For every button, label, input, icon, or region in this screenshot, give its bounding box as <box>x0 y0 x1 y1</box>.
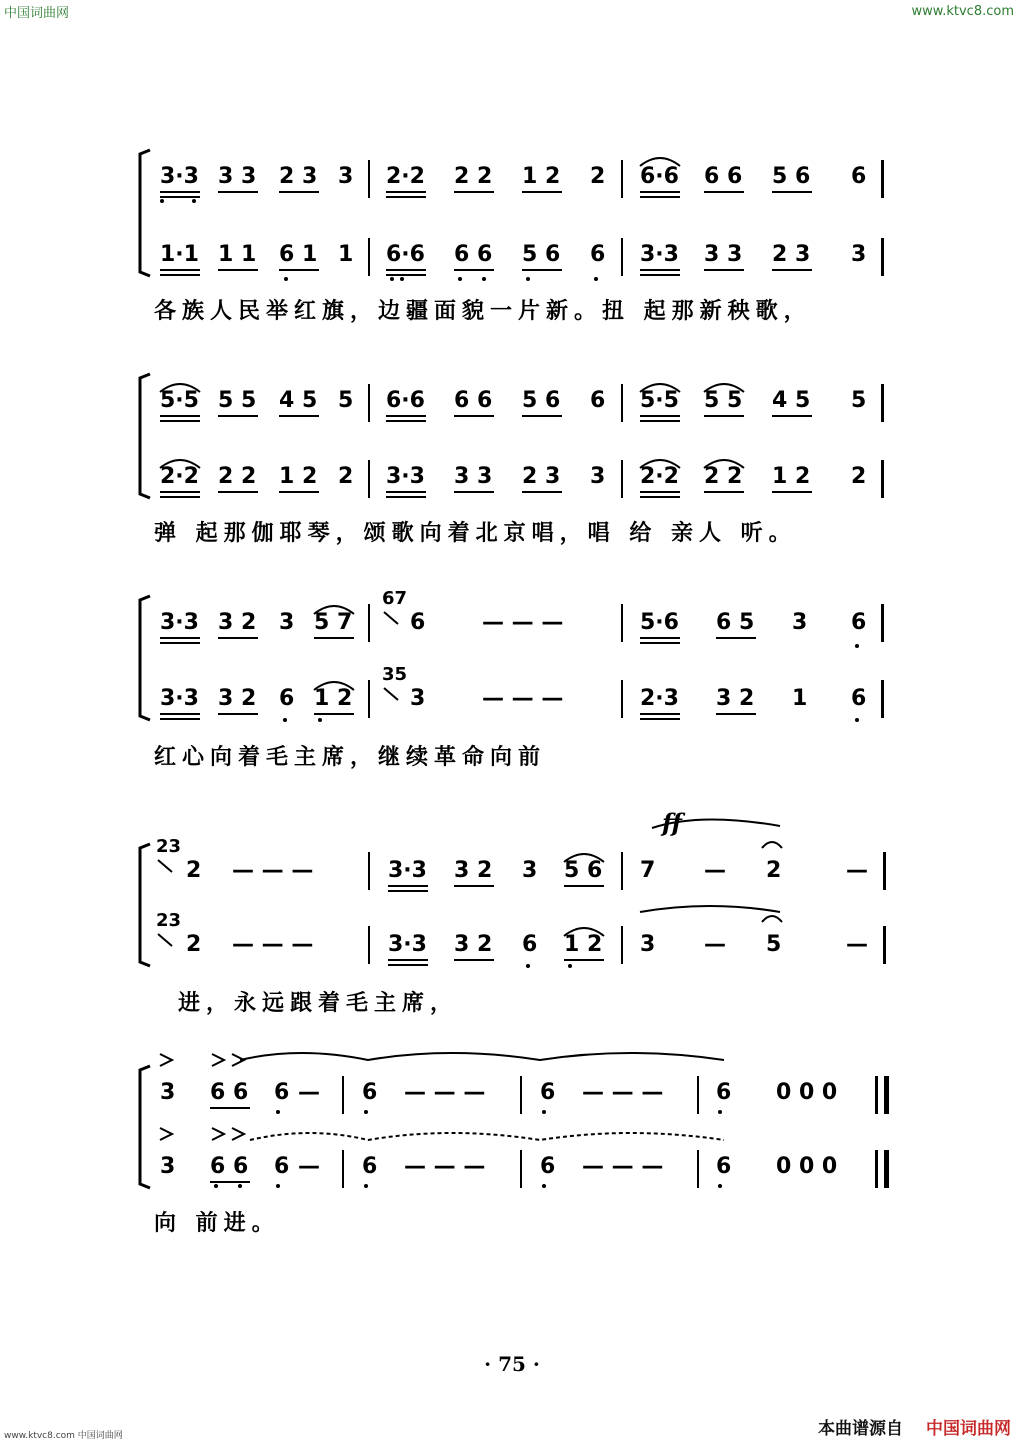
note: 6 <box>410 610 426 635</box>
note: 6 <box>540 1080 556 1105</box>
note: 3 2 <box>218 610 257 635</box>
note: 4 5 <box>772 388 811 413</box>
note: 3 3 <box>704 242 743 267</box>
note: 3 <box>279 610 295 635</box>
note: — — — <box>232 932 314 957</box>
note: 6 <box>274 1154 290 1179</box>
note: 2 <box>590 164 606 189</box>
note: 6 5 <box>716 610 755 635</box>
note: 1 <box>338 242 354 267</box>
note: 6·6 <box>640 164 679 189</box>
note: 3 2 <box>454 932 493 957</box>
note: — <box>846 858 868 883</box>
note: 3 3 <box>454 464 493 489</box>
note: 3·3 <box>160 686 199 711</box>
grace-note: 23 <box>156 910 182 931</box>
lyrics-line: 弹 起那伽耶琴，颂歌向着北京唱，唱 给 亲人 听。 <box>154 521 797 546</box>
underlines <box>160 191 812 1183</box>
note: 1 2 <box>522 164 561 189</box>
note: 3 3 <box>218 164 257 189</box>
note: 5 6 <box>522 242 561 267</box>
note: 6 <box>362 1080 378 1105</box>
grace-strokes <box>158 612 398 946</box>
note: 3 2 <box>454 858 493 883</box>
note: 6 <box>274 1080 290 1105</box>
note: 6 <box>716 1080 732 1105</box>
note: 4 5 <box>279 388 318 413</box>
note: 3 <box>522 858 538 883</box>
note: 2 2 <box>454 164 493 189</box>
note: 0 0 0 <box>776 1080 838 1105</box>
note: — — — <box>582 1154 664 1179</box>
note: 1 2 <box>314 686 353 711</box>
note: 5·5 <box>640 388 679 413</box>
note: 3 <box>338 164 354 189</box>
note: 2 3 <box>522 464 561 489</box>
system-bracket <box>140 374 150 498</box>
note: 2·3 <box>640 686 679 711</box>
note: 3 <box>792 610 808 635</box>
note: 2 2 <box>218 464 257 489</box>
watermark-top-right: www.ktvc8.com <box>911 4 1014 19</box>
note: 6 1 <box>279 242 318 267</box>
note: 6 <box>540 1154 556 1179</box>
source-site: 中国词曲网 <box>926 1419 1011 1439</box>
note: — — — <box>404 1080 486 1105</box>
note: 6 6 <box>210 1080 249 1105</box>
note: 5 <box>338 388 354 413</box>
grace-note: 23 <box>156 836 182 857</box>
barlines <box>342 160 889 1188</box>
note: 1 1 <box>218 242 257 267</box>
note: — — — <box>232 858 314 883</box>
note: 5 5 <box>704 388 743 413</box>
note: — <box>298 1154 320 1179</box>
note: 2 2 <box>704 464 743 489</box>
system-bracket <box>140 150 150 276</box>
note: 5 5 <box>218 388 257 413</box>
note: — <box>704 858 726 883</box>
note: 5 <box>851 388 867 413</box>
note: 3 <box>851 242 867 267</box>
note: 6 <box>716 1154 732 1179</box>
note: 3 2 <box>716 686 755 711</box>
note: 2 <box>186 858 202 883</box>
source-label: 本曲谱源自 <box>818 1419 903 1439</box>
note: 6 <box>522 932 538 957</box>
note: — — — <box>482 610 564 635</box>
lyrics-line: 向 前进。 <box>154 1211 280 1236</box>
note: 3·3 <box>388 858 427 883</box>
note: — — — <box>582 1080 664 1105</box>
note: 3·3 <box>160 610 199 635</box>
grace-note: 67 <box>382 588 408 609</box>
note: 5·5 <box>160 388 199 413</box>
note: 1 2 <box>564 932 603 957</box>
note: 6 <box>279 686 295 711</box>
note: 6·6 <box>386 388 425 413</box>
note: 5 6 <box>522 388 561 413</box>
note: 6·6 <box>386 242 425 267</box>
note: 6 <box>362 1154 378 1179</box>
note: 3·3 <box>160 164 199 189</box>
note: 3·3 <box>388 932 427 957</box>
note: 7 <box>640 858 656 883</box>
note: 3 <box>590 464 606 489</box>
note: — — — <box>482 686 564 711</box>
note: 5 6 <box>772 164 811 189</box>
lyrics-line: 各族人民举红旗，边疆面貌一片新。扭 起那新秧歌， <box>154 299 812 324</box>
note: 6 6 <box>704 164 743 189</box>
grace-note: 35 <box>382 664 408 685</box>
dynamic-marking: ff <box>662 808 682 837</box>
note: 1·1 <box>160 242 199 267</box>
note: 2 <box>851 464 867 489</box>
accents <box>160 1054 244 1140</box>
note: 3 <box>160 1154 176 1179</box>
lyrics-line: 红心向着毛主席，继续革命向前 <box>154 745 547 770</box>
note: 1 2 <box>279 464 318 489</box>
note: 6 6 <box>454 388 493 413</box>
note: 5·6 <box>640 610 679 635</box>
note: — — — <box>404 1154 486 1179</box>
system-bracket <box>140 844 150 966</box>
note: 3·3 <box>640 242 679 267</box>
note: 2·2 <box>386 164 425 189</box>
note: 6 <box>851 610 867 635</box>
slurs <box>160 158 780 1140</box>
note: 3 <box>410 686 426 711</box>
note: 2·2 <box>160 464 199 489</box>
note: 2 <box>766 858 782 883</box>
note: 5 <box>766 932 782 957</box>
system-bracket <box>140 1066 150 1188</box>
note: 1 <box>792 686 808 711</box>
page-number: · 75 · <box>484 1352 540 1376</box>
note: 6 <box>851 686 867 711</box>
note: 3 <box>160 1080 176 1105</box>
note: 2 <box>186 932 202 957</box>
note: 3 <box>640 932 656 957</box>
watermark-bottom-left: www.ktvc8.com 中国词曲网 <box>4 1431 123 1441</box>
note: — <box>846 932 868 957</box>
note: — <box>298 1080 320 1105</box>
note: 6 6 <box>454 242 493 267</box>
note: 2·2 <box>640 464 679 489</box>
note: 6 <box>851 164 867 189</box>
note: 2 3 <box>772 242 811 267</box>
note: 6 6 <box>210 1154 249 1179</box>
system-bracket <box>140 596 150 720</box>
note: 3 2 <box>218 686 257 711</box>
note: 2 3 <box>279 164 318 189</box>
note: 2 <box>338 464 354 489</box>
note: — <box>704 932 726 957</box>
note: 6 <box>590 388 606 413</box>
note: 1 2 <box>772 464 811 489</box>
note: 5 6 <box>564 858 603 883</box>
octave-dots <box>160 199 859 1188</box>
note: 6 <box>590 242 606 267</box>
lyrics-line: 进，永远跟着毛主席， <box>178 991 459 1016</box>
note: 5 7 <box>314 610 353 635</box>
watermark-top-left: 中国词曲网 <box>4 6 70 21</box>
note: 0 0 0 <box>776 1154 838 1179</box>
note: 3·3 <box>386 464 425 489</box>
